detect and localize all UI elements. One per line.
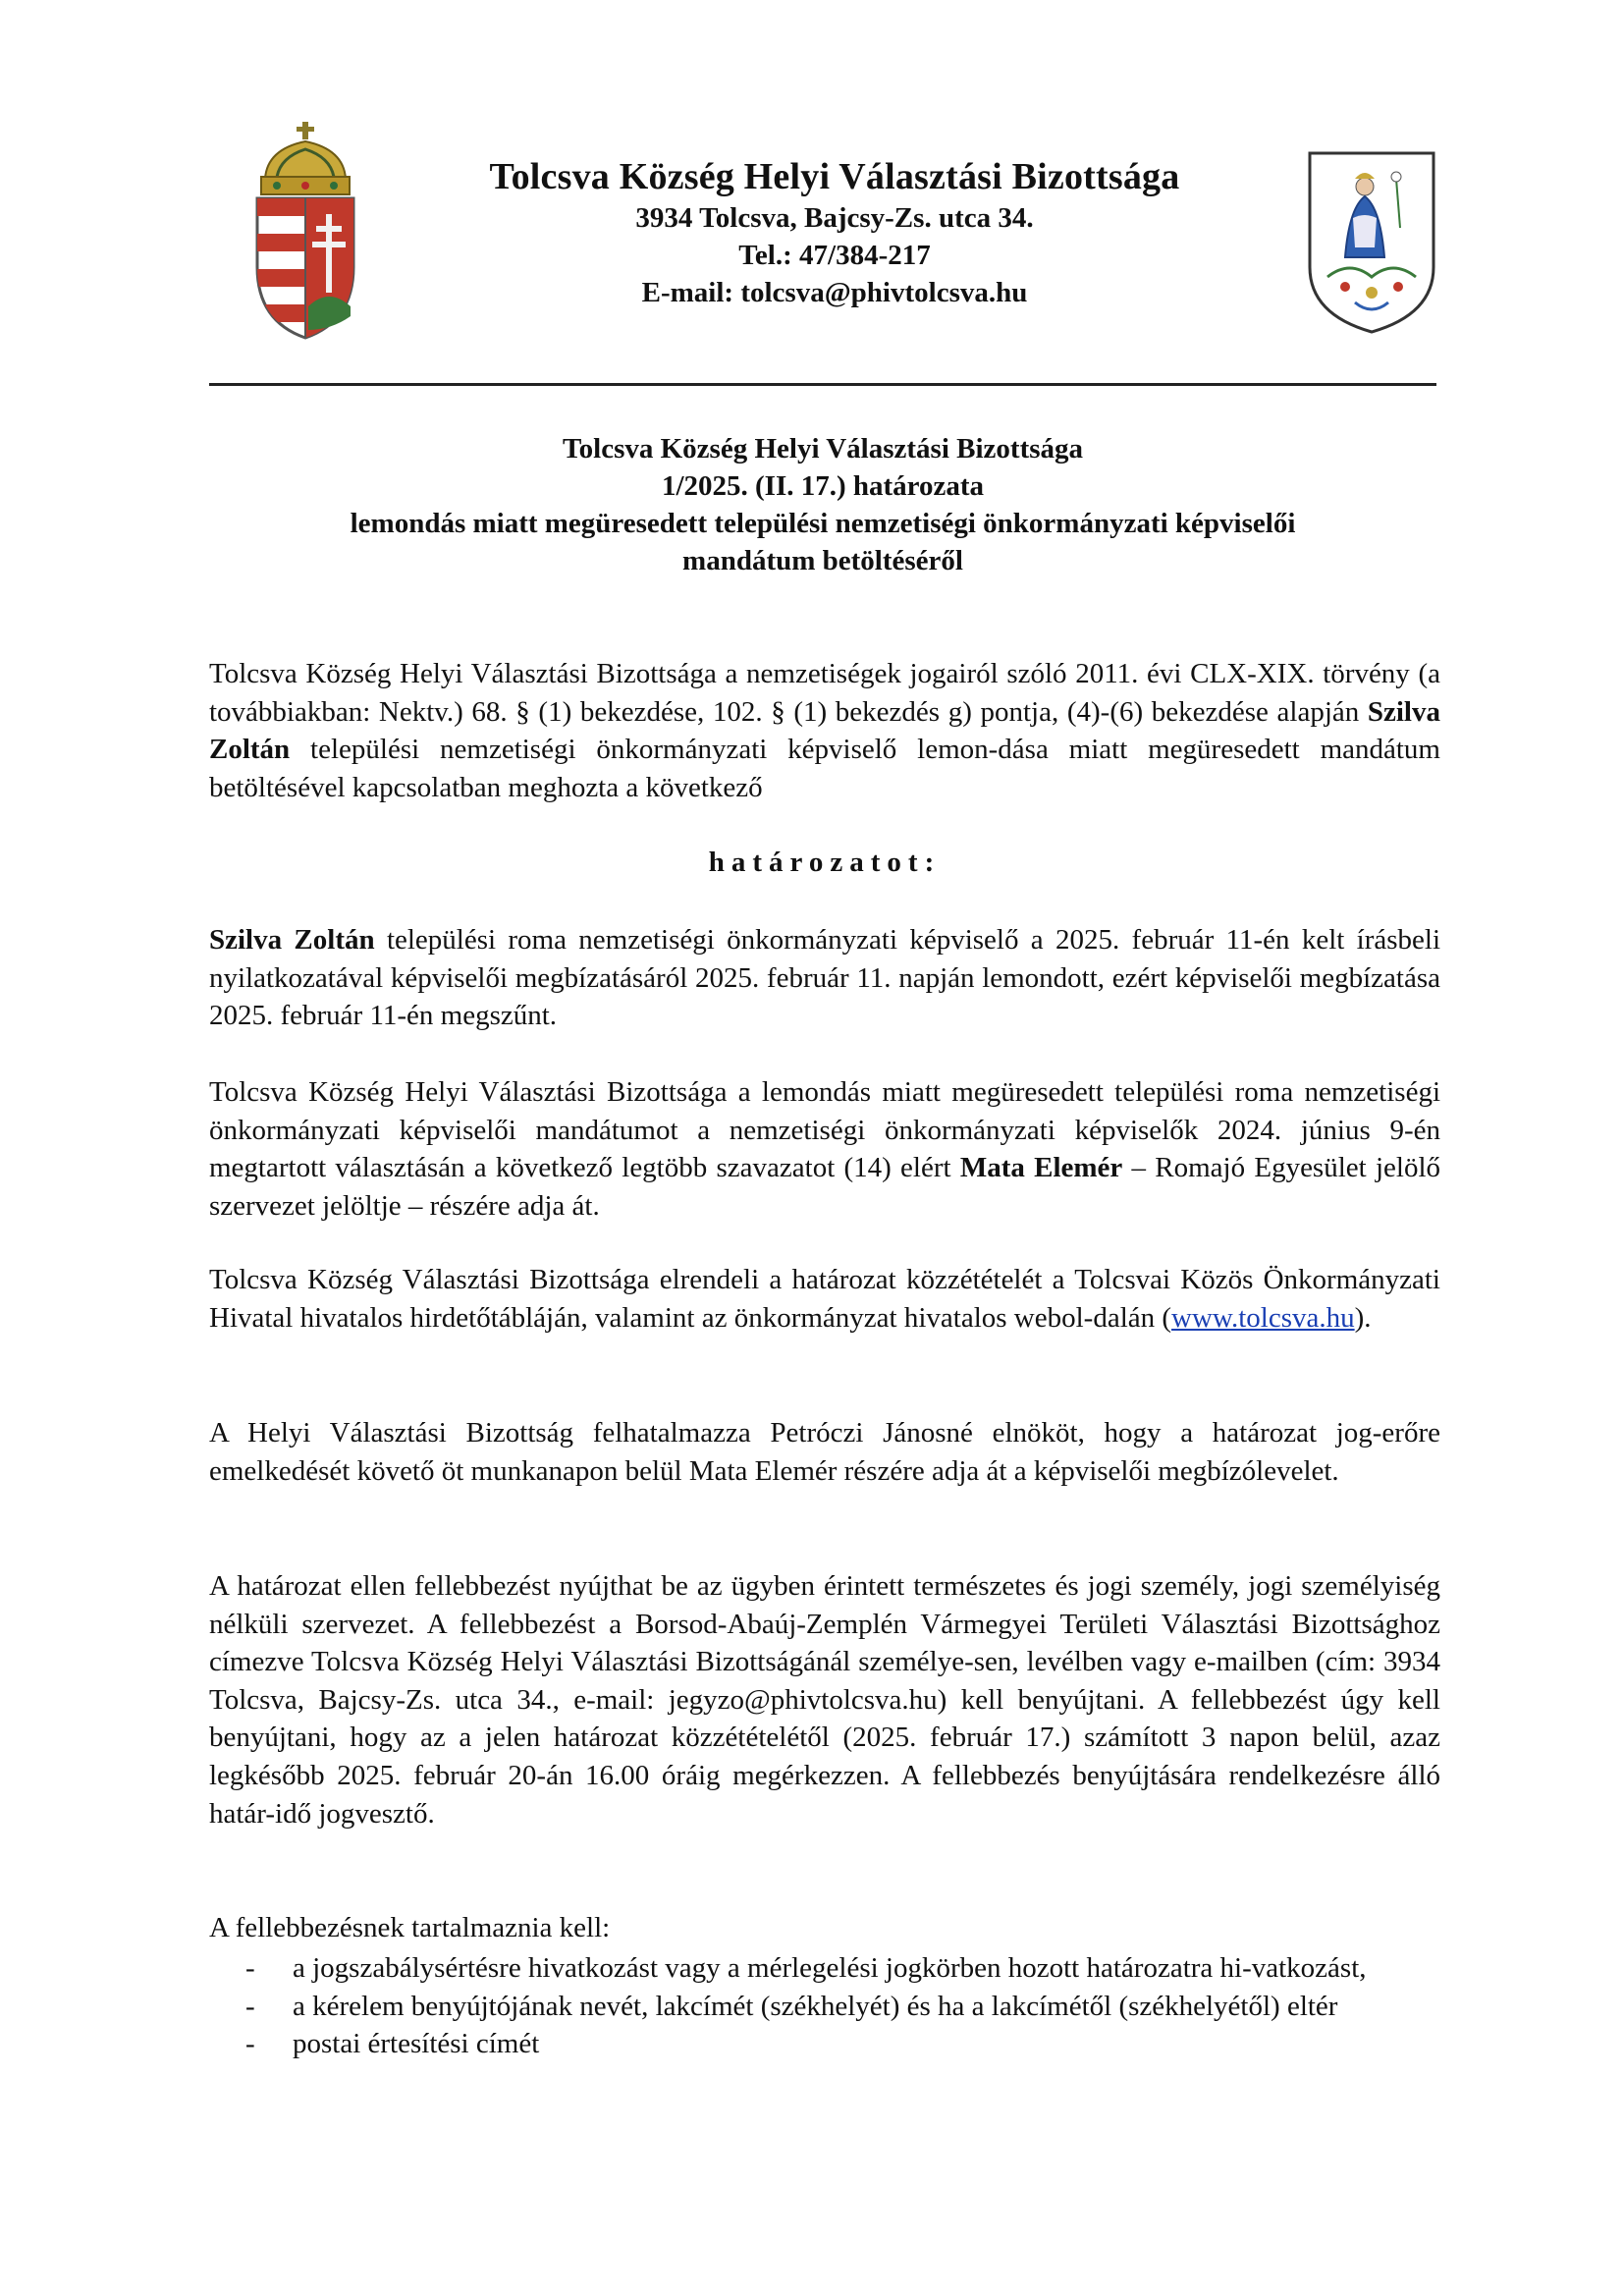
person-name: Mata Elemér <box>959 1152 1123 1184</box>
header-divider <box>209 383 1436 386</box>
paragraph-publication <box>209 1261 1440 1337</box>
text: Tolcsva Község Helyi Választási Bizottsága a lemondás miatt megüresedett települési roma nemzetiségi önkormányzati képviselői mandátumot a nemzetiségi önkormányzati képviselők 2024. június 9-én megtartott választásán a következő legtöbb szavazatot (14) elért <box>209 1076 1440 1184</box>
text: települési roma nemzetiségi önkormányzati képviselő a 2025. február 11-én kelt írásbeli nyilatkozatával képviselői megbízatásáról 2025. február 11. napján lemondott, ezért képviselői megbízatása 2025. február 11-én megszűnt. <box>209 924 1440 1032</box>
person-name: Szilva Zoltán <box>209 695 1440 766</box>
tolcsva-coat-of-arms-icon <box>1306 149 1437 336</box>
list-item-text: a jogszabálysértésre hivatkozást vagy a mérlegelési jogkörben hozott határozatra hi-vatkozást, <box>293 1952 1367 1984</box>
decision-heading: határozatot: <box>708 847 942 878</box>
person-name: Szilva Zoltán <box>209 924 375 956</box>
list-dash: - <box>245 1952 255 1984</box>
list-dash: - <box>245 1990 255 2022</box>
text: Tolcsva Község Választási Bizottsága elrendeli a határozat közzétételét a Tolcsvai Közös Önkormányzati Hivatal hivatalos hirdetőtábláján, valamint az önkormányzat hivatalos webol-dalán ( <box>209 1264 1440 1334</box>
hungarian-coat-of-arms-icon <box>247 120 363 342</box>
paragraph-resignation <box>209 921 1440 1035</box>
list-item-text: postai értesítési címét <box>293 2028 540 2060</box>
list-item <box>209 1949 1440 1988</box>
text: ). <box>1354 1301 1372 1334</box>
letterhead-address: 3934 Tolcsva, Bajcsy-Zs. utca 34. <box>635 202 1034 234</box>
website-link[interactable]: www.tolcsva.hu <box>1171 1301 1355 1334</box>
text: – Romajó Egyesület jelölő szervezet jelöltje – részére adja át. <box>209 1152 1440 1222</box>
list-item-text: a kérelem benyújtójának nevét, lakcímét (székhelyét) és ha a lakcímétől (székhelyétől) eltér <box>293 1990 1338 2022</box>
paragraph-mandate-transfer <box>209 1073 1440 1225</box>
decision-title-line: Tolcsva Község Helyi Választási Bizottsága <box>562 433 1084 465</box>
decision-title-line: 1/2025. (II. 17.) határozata <box>661 470 985 502</box>
list-dash: - <box>245 2028 255 2060</box>
paragraph-appeal: A határozat ellen fellebbezést nyújthat be az ügyben érintett természetes és jogi személy, jogi személyiség nélküli szervezet. A fellebbezést a Borsod-Abaúj-Zemplén Vármegyei Területi Választási Bizottsághoz címezve Tolcsva Község Helyi Választási Bizottságánál személye-sen, levélben vagy e-mailben (cím: 3934 Tolcsva, Bajcsy-Zs. utca 34., e-mail: jegyzo@phivtolcsva.hu) kell benyújtani. A fellebbezést úgy kell benyújtani, hogy az a jelen határozat közzétételétől (2025. február 17.) számított 3 napon belül, azaz legkésőbb 2025. február 20-án 16.00 óráig megérkezzen. A fellebbezés benyújtására rendelkezésre álló határ-idő jogvesztő. <box>209 1570 1440 1830</box>
text: Tolcsva Község Helyi Választási Bizottsága a nemzetiségek jogairól szóló 2011. évi CLX-XIX. törvény (a továbbiakban: Nektv.) 68. § (1) bekezdése, 102. § (1) bekezdés g) pontja, (4)-(6) bekezdése alapján <box>209 658 1440 728</box>
text: települési nemzetiségi önkormányzati képviselő lemon-dása miatt megüresedett mandátum betöltésével kapcsolatban meghozta a következő <box>209 734 1440 803</box>
decision-title-line: lemondás miatt megüresedett települési nemzetiségi önkormányzati képviselői <box>350 508 1296 539</box>
letterhead-email: E-mail: tolcsva@phivtolcsva.hu <box>641 277 1028 308</box>
appeal-requirements-list <box>209 1949 1440 2063</box>
letterhead-title: Tolcsva Község Helyi Választási Bizottsága <box>489 156 1180 197</box>
list-item <box>209 1988 1440 2026</box>
decision-title-line: mandátum betöltéséről <box>682 545 963 576</box>
paragraph-appeal-contents: A fellebbezésnek tartalmaznia kell: <box>209 1912 611 1943</box>
paragraph-authorization: A Helyi Választási Bizottság felhatalmazza Petróczi Jánosné elnököt, hogy a határozat jog-erőre emelkedését követő öt munkanapon belül Mata Elemér részére adja át a képviselői megbízólevelet. <box>209 1417 1440 1487</box>
paragraph-preamble <box>209 655 1440 806</box>
list-item <box>209 2025 1440 2063</box>
decision-title <box>209 430 1436 579</box>
letterhead-phone: Tel.: 47/384-217 <box>738 240 931 271</box>
